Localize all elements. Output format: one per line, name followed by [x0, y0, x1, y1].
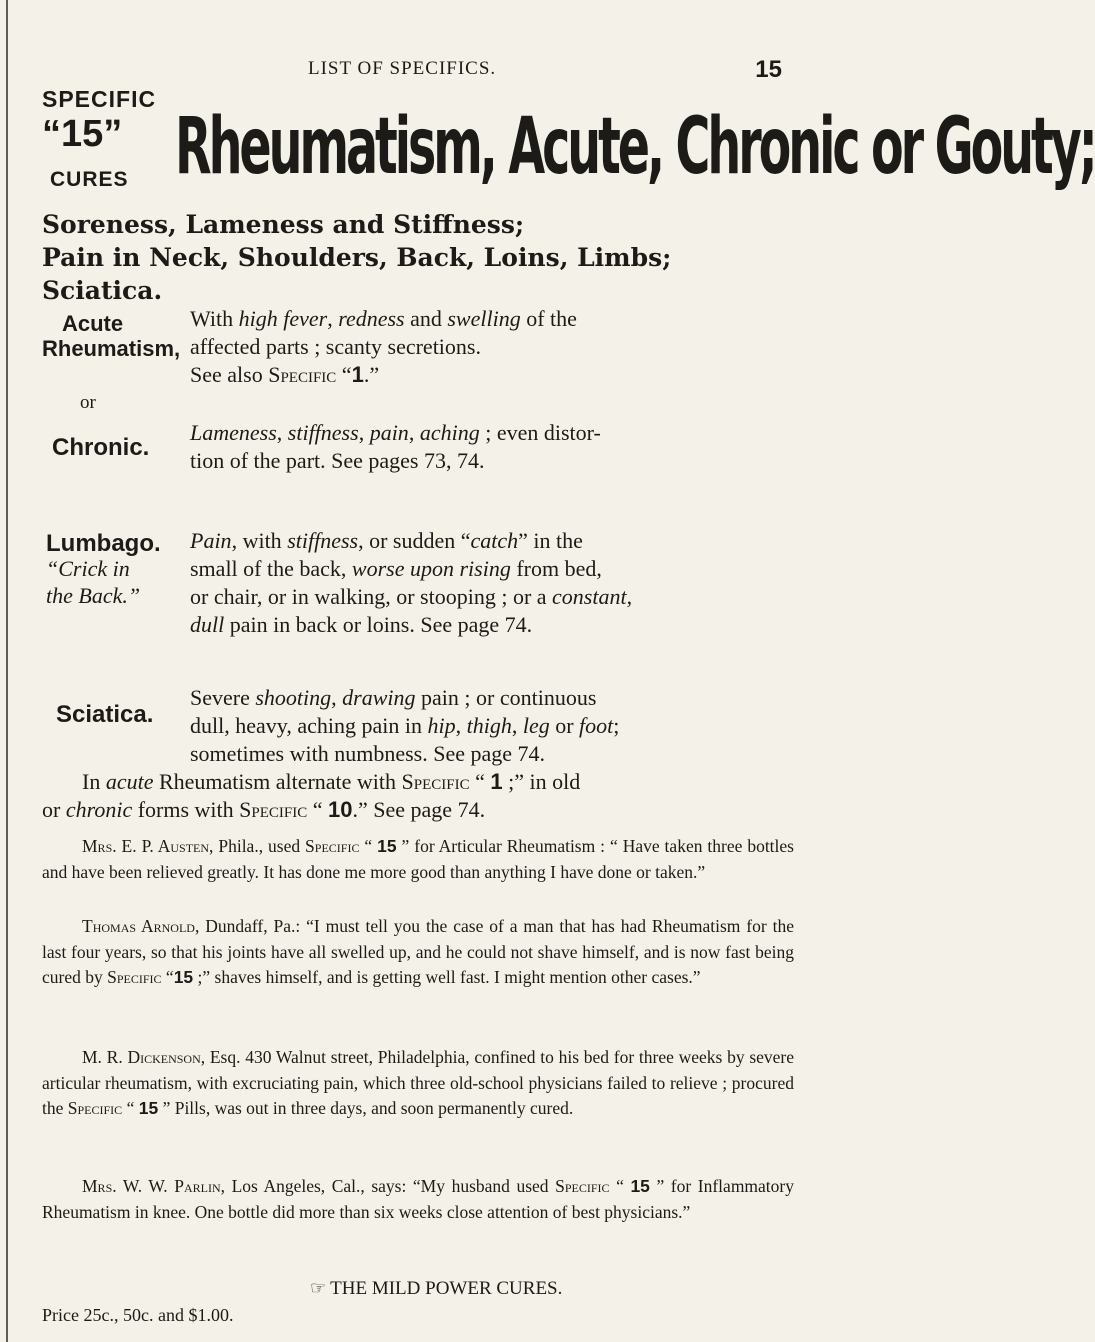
entry-text-lumbago: Pain, with stiffness, or sudden “catch” in the small of the back, worse upon rising from bed, or chair, or in walking, or stooping ; or a constant, dull pain in back or loins. See page 74.: [190, 528, 633, 637]
subhead-line-2: Pain in Neck, Shoulders, Back, Loins, Limbs;: [42, 243, 672, 272]
entry-sublabel-crick: “Crick in: [46, 556, 130, 581]
subhead: [42, 208, 792, 307]
entry-label-lumbago: Lumbago.: [46, 530, 161, 557]
subhead-line-1: Soreness, Lameness and Stiffness;: [42, 210, 525, 239]
page-number: 15: [755, 56, 782, 83]
usage-note: In acute Rheumatism alternate with Specific “ 1 ;” in old or chronic forms with Specific “ 10.” See page 74.: [42, 769, 581, 822]
entry-label-sciatica: Sciatica.: [56, 701, 154, 728]
running-title: LIST OF SPECIFICS.: [308, 58, 497, 79]
slogan-text: THE MILD POWER CURES.: [330, 1278, 563, 1299]
specific-number: “15”: [42, 113, 123, 155]
headline: Rheumatism, Acute, Chronic or Gouty;: [175, 102, 1095, 192]
testimonial: Mrs. E. P. Austen, Phila., used Specific “ 15 ” for Articular Rheumatism : “ Have taken three bottles and have been relieved greatly. It has done me more good than anything I have done or taken.”: [42, 836, 794, 882]
subhead-line-3: Sciatica.: [42, 276, 163, 305]
testimonial-name: Mrs. W. W. Parlin: [82, 1176, 221, 1196]
testimonial: Thomas Arnold, Dundaff, Pa.: “I must tell you the case of a man that has had Rheumatism for the last four years, so that his joints have all swelled up, and he could not shave himself, and is now fast being cured by Specific “15 ;” shaves himself, and is getting well fast. I might mention other cases.”: [42, 916, 794, 987]
testimonial-name: Thomas Arnold: [82, 916, 195, 936]
testimonial-name: M. R. Dickenson: [82, 1047, 201, 1067]
specific-label: SPECIFIC: [42, 86, 157, 112]
specific-number-block: [42, 86, 162, 196]
entry-label-acute: Acute: [62, 311, 124, 336]
entry-sublabel-back: the Back.”: [46, 583, 141, 608]
entry-label-rheumatism: Rheumatism,: [42, 336, 181, 361]
slogan: [310, 1278, 562, 1300]
running-head: [0, 56, 800, 84]
pointing-hand-icon: ☞: [310, 1278, 327, 1298]
entry-text-acute: With high fever, redness and swelling of the affected parts ; scanty secretions. See also Specific “1.”: [190, 306, 577, 387]
testimonial-name: Mrs. E. P. Austen: [82, 836, 210, 856]
entry-text-chronic: Lameness, stiffness, pain, aching ; even distor- tion of the part. See pages 73, 74.: [190, 420, 601, 473]
price-line: Price 25c., 50c. and $1.00.: [42, 1305, 234, 1325]
cures-label: CURES: [50, 168, 129, 191]
entry-label-chronic: Chronic.: [52, 434, 150, 461]
testimonial: Mrs. W. W. Parlin, Los Angeles, Cal., says: “My husband used Specific “ 15 ” for Inflammatory Rheumatism in knee. One bottle did more than six weeks close attention of best physicians.”: [42, 1176, 794, 1222]
testimonial: M. R. Dickenson, Esq. 430 Walnut street, Philadelphia, confined to his bed for three weeks by severe articular rheumatism, with excruciating pain, which three old-school physicians failed to relieve ; procured the Specific “ 15 ” Pills, was out in three days, and soon permanently cured.: [42, 1047, 795, 1118]
page-edge-rule: [6, 0, 8, 1342]
or-label: or: [80, 392, 96, 413]
entry-text-sciatica: Severe shooting, drawing pain ; or continuous dull, heavy, aching pain in hip, thigh, leg or foot; sometimes with numbness. See page 74.: [190, 685, 620, 766]
